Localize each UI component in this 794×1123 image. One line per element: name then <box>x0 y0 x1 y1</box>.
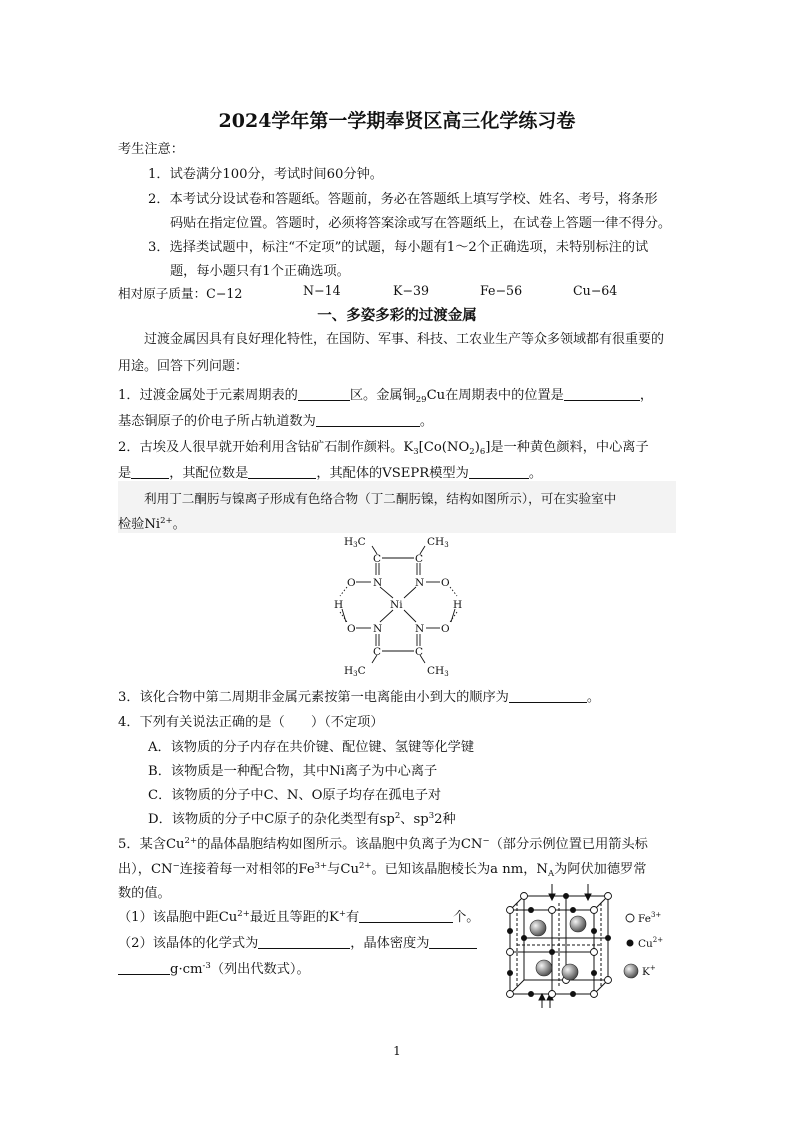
atom-n: N <box>415 623 425 635</box>
svg-text:Fe3+: $Fe^{3+}$ <box>638 911 662 925</box>
atom-c: C <box>373 553 382 565</box>
crystal-cell-diagram <box>500 884 680 1010</box>
svg-text:K+: K+ <box>642 964 656 978</box>
option-c[interactable]: C．该物质的分子中C、N、O原子均存在孤电子对 <box>148 788 442 803</box>
answer-blank[interactable] <box>469 466 529 479</box>
atom-o: O <box>347 623 356 635</box>
question-2-line2: 是 ，其配位数是 ，其配体的VSEPR模型为 。 <box>118 466 542 481</box>
option-d[interactable]: D．该物质的分子中C原子的杂化类型有$sp^2$、$sp^32$种 <box>148 811 456 827</box>
atom-o: O <box>441 623 450 635</box>
notice-item-3: 3．选择类试题中，标注“不定项”的试题，每小题有1～2个正确选项，未特别标注的试 <box>148 240 649 255</box>
question-5-line2: 出），CN−连接着每一对相邻的$Fe^{3+}$与$Cu^{2+}$。已知该晶胞棱长为a nm，$N_A$为阿伏加德罗常 <box>118 861 647 879</box>
page-title: 2024学年第一学期奉贤区高三化学练习卷 <box>218 110 576 132</box>
notice-item-2: 2．本考试分设试卷和答题纸。答题前，务必在答题纸上填写学校、姓名、考号，将条形 <box>148 192 658 207</box>
svg-text:H3C: H3C <box>344 665 366 678</box>
passage-line-1: 利用丁二酮肟与镍离子形成有色络合物（丁二酮肟镍，结构如图所示），可在实验室中 <box>144 491 617 506</box>
option-b[interactable]: B．该物质是一种配合物，其中Ni离子为中心离子 <box>148 764 438 779</box>
atom-o: O <box>441 577 450 589</box>
answer-blank[interactable] <box>359 910 453 923</box>
question-5-part-2: （2）该晶体的化学式为 ，晶体密度为 <box>118 932 477 951</box>
atom-ni: Ni <box>390 599 403 611</box>
mass-fe: Fe−56 <box>480 283 523 298</box>
answer-blank[interactable] <box>316 414 420 427</box>
svg-text:CH3: CH3 <box>427 665 449 678</box>
section-title: 一、多姿多彩的过渡金属 <box>317 307 477 324</box>
svg-text:Cu2+: $Cu^{2+}$ <box>638 936 664 950</box>
question-3: 3．该化合物中第二周期非金属元素按第一电离能由小到大的顺序为 。 <box>118 690 601 705</box>
atom-c: C <box>415 553 424 565</box>
question-5-line3: 数的值。 <box>118 886 171 901</box>
answer-blank[interactable] <box>258 936 350 949</box>
atom-h: H <box>453 599 463 611</box>
svg-text:CH3: CH3 <box>427 536 449 549</box>
question-2: 2．古埃及人很早就开始利用含钴矿石制作颜料。$K_3[Co(NO_2)_6]$是一种黄色颜料，中心离子 <box>118 440 649 457</box>
question-1-line2: 基态铜原子的价电子所占轨道数为 。 <box>118 414 433 429</box>
notice-item-3-cont: 题，每小题只有1个正确选项。 <box>170 264 350 279</box>
atom-c: C <box>373 646 382 658</box>
mass-n: N−14 <box>303 283 341 298</box>
question-4: 4．下列有关说法正确的是（ ）（不定项） <box>118 715 384 730</box>
answer-blank[interactable] <box>248 466 316 479</box>
mass-c: 相对原子质量：C−12 <box>118 286 243 301</box>
question-5-part-1: （1）该晶胞中距$Cu^{2+}$最近且等距的K+有 个。 <box>118 909 480 925</box>
answer-blank[interactable] <box>509 690 587 703</box>
atom-h: H <box>334 599 344 611</box>
section-intro: 过渡金属因具有良好理化特性，在国防、军事、科技、工农业生产等众多领域都有很重要的用途。回答下列问题： <box>118 332 665 374</box>
answer-blank[interactable] <box>131 466 169 479</box>
atom-n: N <box>373 577 383 589</box>
atom-n: N <box>373 623 383 635</box>
notice-item-2-cont: 码贴在指定位置。答题时，必须将答案涂或写在答题纸上，在试卷上答题一律不得分。 <box>170 216 672 231</box>
answer-blank[interactable] <box>429 936 477 949</box>
mass-k: K−39 <box>393 283 429 298</box>
option-a[interactable]: A．该物质的分子内存在共价键、配位键、氢键等化学键 <box>148 740 475 755</box>
page-number: 1 <box>393 1044 401 1058</box>
atom-c: C <box>415 646 424 658</box>
notice-item-1: 1．试卷满分100分，考试时间60分钟。 <box>148 167 383 182</box>
svg-text:H3C: H3C <box>344 536 366 549</box>
question-5: 5．某含$Cu^{2+}$的晶体晶胞结构如图所示。该晶胞中负离子为CN−（部分示例位置已用箭头标 <box>118 836 648 852</box>
question-5-part-2-cont: $g\cdot cm^{-3}$（列出代数式）。 <box>118 958 310 977</box>
nickel-dimethylglyoxime-structure <box>320 530 480 680</box>
answer-blank[interactable] <box>118 962 170 975</box>
answer-blank[interactable] <box>564 388 640 401</box>
passage-line-2: 检验$Ni^{2+}$。 <box>118 516 186 532</box>
atom-n: N <box>415 577 425 589</box>
answer-blank[interactable] <box>298 388 350 401</box>
question-1: 1．过渡金属处于元素周期表的 区。金属铜$_{29}$Cu在周期表中的位置是 ， <box>118 388 654 405</box>
notice-heading: 考生注意： <box>118 142 184 157</box>
mass-cu: Cu−64 <box>573 283 618 298</box>
atom-o: O <box>347 577 356 589</box>
